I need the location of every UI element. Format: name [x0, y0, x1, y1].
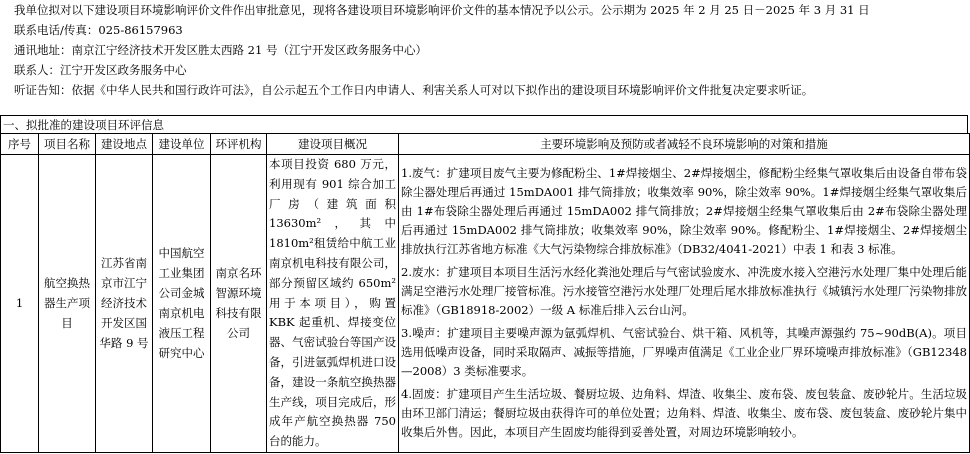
row-overview: 本项目投资 680 万元，利用现有 901 综合加工厂房（建筑面积 13630m²，其中 1810m²租赁给中航工业南京机电科技有限公司，部分预留区域约 650m²用于本项目），购置 KBK 起重机、焊接变位器、气密试验台等国产设备，引进氩弧焊机进口设备，建设一条航空换热器生产线，项目完成后，形成年产航空换热器 750 台的能力。: [267, 155, 399, 453]
row-unit: 中国航空工业集团公司金城南京机电液压工程研究中心: [153, 155, 211, 453]
measure-solid: 4.固废：扩建项目产生生活垃圾、餐厨垃圾、边角料、焊渣、收集尘、废布袋、废包装盒、废砂轮片。生活垃圾由环卫部门清运；餐厨垃圾由获得许可的单位处置；边角料、焊渣、收集尘、废布袋、废包装盒、废砂轮片集中收集后外售。因此，本项目产生固废均能得到妥善处置，对周边环境影响较小。: [401, 387, 967, 440]
section-title: 一、拟批准的建设项目环评信息: [0, 115, 968, 133]
notice-intro: 我单位拟对以下建设项目环境影响评价文件作出审批意见，现将各建设项目环境影响评价文件的基本情况予以公示。公示期为 2025 年 2 月 25 日－2025 年 3 月 31 日: [14, 3, 870, 17]
notice-contact: 联系人：江宁开发区政务服务中心: [14, 63, 187, 77]
measure-air: 1.废气：扩建项目废气主要为修配粉尘、1#焊接烟尘、2#焊接烟尘，修配粉尘经集气罩收集后由设备自带布袋除尘器处理后再通过 15mDA001 排气筒排放；收集效率 90%，除尘效率 90%。1#焊接烟尘经集气罩收集后由 1#布袋除尘器处理后再通过 15mDA002 排气筒排放；2#焊接烟尘经集气罩收集后由 2#布袋除尘器处理后再通过 15mDA002 排气筒排放；收集效率 90%，除尘效率 90%。修配粉尘、1#焊接烟尘、2#焊接烟尘排放执行江苏省地方标准《大气污染物综合排放标准》（DB32/4041-2021）中表 1 和表 3 标准。: [401, 166, 967, 257]
notice-address: 通讯地址：南京江宁经济技术开发区胜太西路 21 号（江宁开发区政务服务中心）: [14, 43, 427, 57]
row-no: 1: [1, 155, 39, 453]
header-location: 建设地点: [96, 134, 153, 155]
header-eia-agency: 环评机构: [211, 134, 267, 155]
measure-noise: 3.噪声：扩建项目主要噪声源为氩弧焊机、气密试验台、烘干箱、风机等，其噪声源强约 75~90dB(A)。项目选用低噪声设备，同时采取隔声、减振等措施，厂界噪声值满足《工业企业厂界环境噪声排放标准》（GB12348—2008）3 类标准要求。: [401, 326, 967, 379]
header-no: 序号: [1, 134, 39, 155]
row-eia-agency: 南京名环智源环境科技有限公司: [211, 155, 267, 453]
header-measures: 主要环境影响及预防或者减轻不良环境影响的对策和措施: [399, 134, 970, 155]
header-unit: 建设单位: [153, 134, 211, 155]
header-overview: 建设项目概况: [267, 134, 399, 155]
notice-block: [0, 0, 970, 100]
notice-phone: 联系电话/传真：025-86157963: [14, 23, 183, 37]
measure-water: 2.废水：扩建项目本项目生活污水经化粪池处理后与气密试验废水、冲洗废水接入空港污水处理厂集中处理后能满足空港污水处理厂接管标准。污水接管空港污水处理厂处理后尾水排放标准执行《城镇污水处理厂污染物排放标准》（GB18918-2002）一级 A 标准后排入云台山河。: [401, 265, 967, 318]
row-measures: [399, 155, 970, 453]
notice-hearing: 听证告知：依据《中华人民共和国行政许可法》，自公示起五个工作日内申请人、利害关系人可对以下拟作出的建设项目环境影响评价文件批复决定要求听证。: [14, 83, 814, 97]
header-name: 项目名称: [39, 134, 96, 155]
table-row: [1, 155, 970, 453]
row-name: 航空换热器生产项目: [39, 155, 96, 453]
row-location: 江苏省南京市江宁经济技术开发区国华路 9 号: [96, 155, 153, 453]
table-header-row: [1, 134, 970, 155]
project-table: [0, 133, 970, 453]
